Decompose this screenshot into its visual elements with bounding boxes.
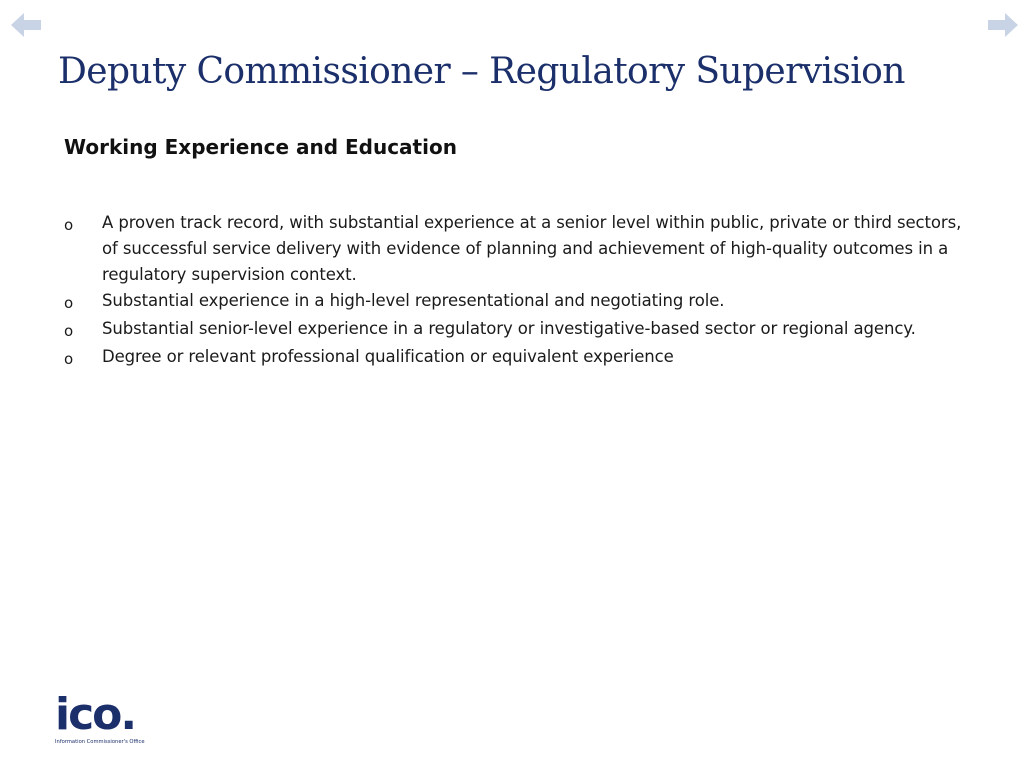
slide-title: Deputy Commissioner – Regulatory Supervision bbox=[58, 51, 905, 92]
section-heading: Working Experience and Education bbox=[64, 135, 457, 159]
ico-logo bbox=[55, 689, 155, 750]
arrow-right-icon bbox=[988, 12, 1018, 38]
list-item bbox=[64, 344, 964, 372]
bullet-marker: o bbox=[64, 216, 74, 234]
bullet-marker: o bbox=[64, 350, 74, 368]
list-item-text: Substantial senior-level experience in a regulatory or investigative-based sector or regional agency. bbox=[102, 319, 916, 338]
list-item bbox=[64, 288, 964, 316]
bullet-marker: o bbox=[64, 294, 74, 312]
list-item-text: Degree or relevant professional qualification or equivalent experience bbox=[102, 347, 674, 366]
list-item bbox=[64, 316, 964, 344]
logo-subtitle: Information Commissioner's Office bbox=[55, 739, 145, 745]
list-item bbox=[64, 210, 964, 288]
list-item-text: Substantial experience in a high-level representational and negotiating role. bbox=[102, 291, 725, 310]
requirements-list bbox=[64, 210, 964, 372]
next-slide-button[interactable] bbox=[988, 12, 1018, 38]
arrow-left-icon bbox=[11, 12, 41, 38]
list-item-text: A proven track record, with substantial experience at a senior level within public, private or third sectors, of successful service delivery with evidence of planning and achievement of high-quality outcomes in a regulatory supervision context. bbox=[102, 213, 962, 284]
logo-mark: ico. bbox=[55, 689, 136, 740]
bullet-marker: o bbox=[64, 322, 74, 340]
previous-slide-button[interactable] bbox=[11, 12, 41, 38]
